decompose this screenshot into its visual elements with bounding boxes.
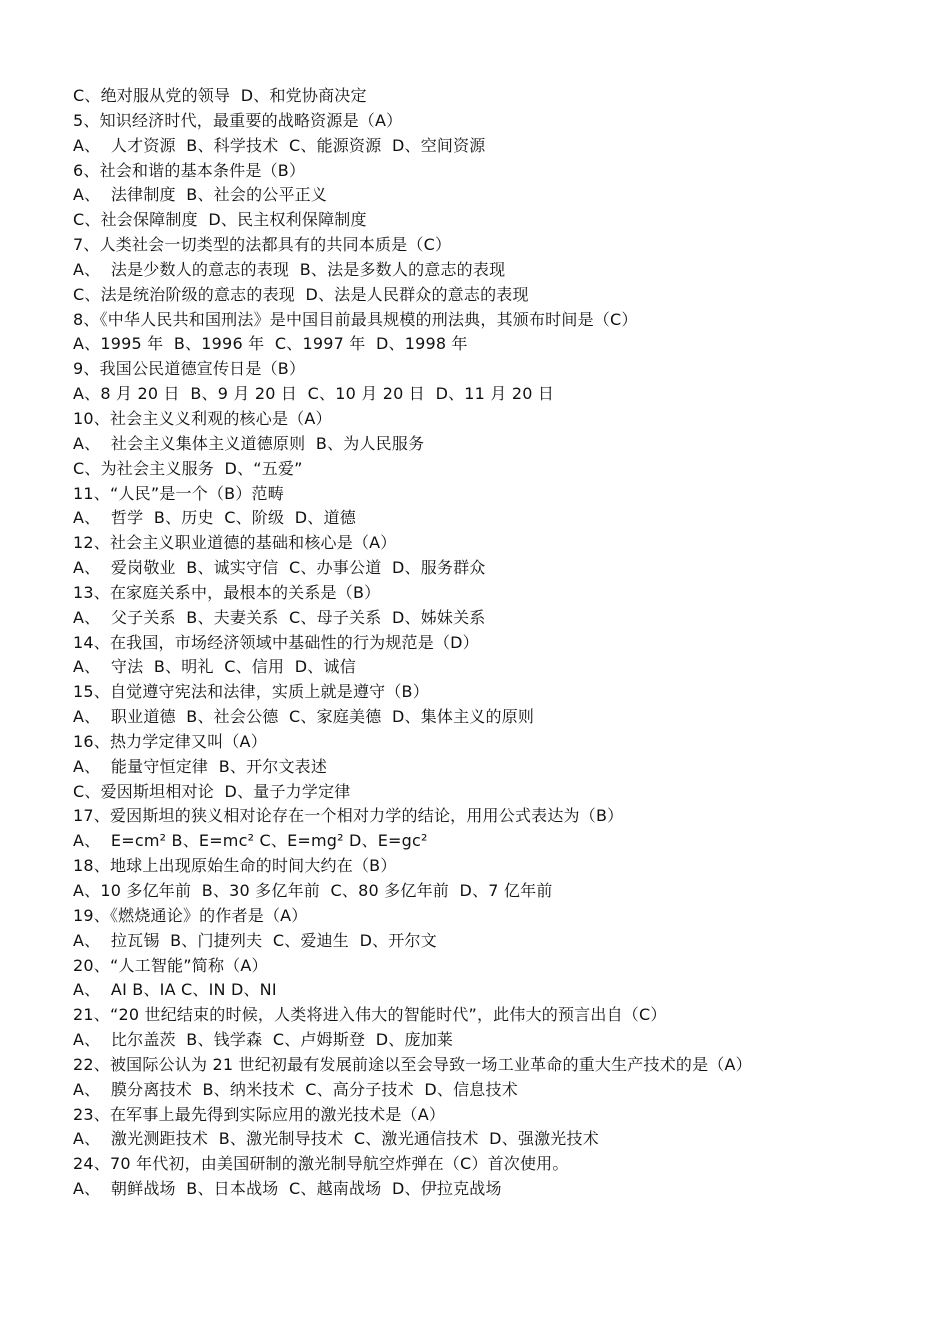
options-line: A、 E=cm² B、E=mc² C、E=mg² D、E=gc² [73,831,428,851]
question-line: 24、70 年代初，由美国研制的激光制导航空炸弹在（C）首次使用。 [73,1154,569,1174]
document-page [73,84,933,1202]
text-line: C、绝对服从党的领导 D、和党协商决定 [73,86,367,105]
question-line: 7、人类社会一切类型的法都具有的共同本质是（C） [73,235,452,255]
options-line: C、社会保障制度 D、民主权利保障制度 [73,210,367,230]
question-line: 23、在军事上最先得到实际应用的激光技术是（A） [73,1104,446,1124]
options-line: A、8 月 20 日 B、9 月 20 日 C、10 月 20 日 D、11 月 20 日 [73,384,555,404]
question-line: 11、“人民”是一个（B）范畴 [73,483,284,503]
options-line: A、 守法 B、明礼 C、信用 D、诚信 [73,657,356,677]
question-line: 18、地球上出现原始生命的时间大约在（B） [73,856,397,876]
question-line: 13、在家庭关系中，最根本的关系是（B） [73,582,381,602]
question-line: 20、“人工智能”简称（A） [73,955,268,975]
options-line: C、爱因斯坦相对论 D、量子力学定律 [73,781,351,801]
question-line: 6、社会和谐的基本条件是（B） [73,160,306,180]
question-line: 12、社会主义职业道德的基础和核心是（A） [73,533,397,553]
options-line: A、 拉瓦锡 B、门捷列夫 C、爱迪生 D、开尔文 [73,930,437,950]
options-line: A、 激光测距技术 B、激光制导技术 C、激光通信技术 D、强激光技术 [73,1129,599,1149]
question-line: 14、在我国，市场经济领域中基础性的行为规范是（D） [73,632,479,652]
options-line: C、为社会主义服务 D、“五爱” [73,458,303,478]
question-line: 8、《中华人民共和国刑法》是中国目前最具规模的刑法典，其颁布时间是（C） [73,309,638,329]
options-line: A、 朝鲜战场 B、日本战场 C、越南战场 D、伊拉克战场 [73,1179,502,1199]
options-line: A、 法律制度 B、社会的公平正义 [73,185,328,205]
options-line: A、 职业道德 B、社会公德 C、家庭美德 D、集体主义的原则 [73,707,535,727]
question-line: 17、爱因斯坦的狭义相对论存在一个相对力学的结论，用用公式表达为（B） [73,806,624,826]
question-line: 5、知识经济时代，最重要的战略资源是（A） [73,110,403,130]
question-line: 21、“20 世纪结束的时候，人类将进入伟大的智能时代”，此伟大的预言出自（C） [73,1005,667,1025]
options-line: A、 比尔盖茨 B、钱学森 C、卢姆斯登 D、庞加莱 [73,1030,454,1050]
options-line: A、 膜分离技术 B、纳米技术 C、高分子技术 D、信息技术 [73,1079,518,1099]
options-line: A、1995 年 B、1996 年 C、1997 年 D、1998 年 [73,334,468,354]
question-line: 19、《燃烧通论》的作者是（A） [73,905,308,925]
options-line: C、法是统治阶级的意志的表现 D、法是人民群众的意志的表现 [73,284,529,304]
options-line: A、 社会主义集体主义道德原则 B、为人民服务 [73,433,425,453]
options-line: A、 爱岗敬业 B、诚实守信 C、办事公道 D、服务群众 [73,558,486,578]
options-line: A、10 多亿年前 B、30 多亿年前 C、80 多亿年前 D、7 亿年前 [73,881,553,900]
options-line: A、 人才资源 B、科学技术 C、能源资源 D、空间资源 [73,135,486,155]
question-line: 9、我国公民道德宣传日是（B） [73,359,306,379]
options-line: A、 能量守恒定律 B、开尔文表述 [73,756,328,776]
question-line: 10、社会主义义利观的核心是（A） [73,408,332,428]
options-line: A、 哲学 B、历史 C、阶级 D、道德 [73,508,356,528]
options-line: A、 AI B、IA C、IN D、NI [73,980,277,1000]
options-line: A、 父子关系 B、夫妻关系 C、母子关系 D、姊妹关系 [73,607,486,627]
question-line: 15、自觉遵守宪法和法律，实质上就是遵守（B） [73,682,429,702]
options-line: A、 法是少数人的意志的表现 B、法是多数人的意志的表现 [73,259,506,279]
question-line: 16、热力学定律又叫（A） [73,731,267,751]
question-line: 22、被国际公认为 21 世纪初最有发展前途以至会导致一场工业革命的重大生产技术的是（A） [73,1054,752,1074]
